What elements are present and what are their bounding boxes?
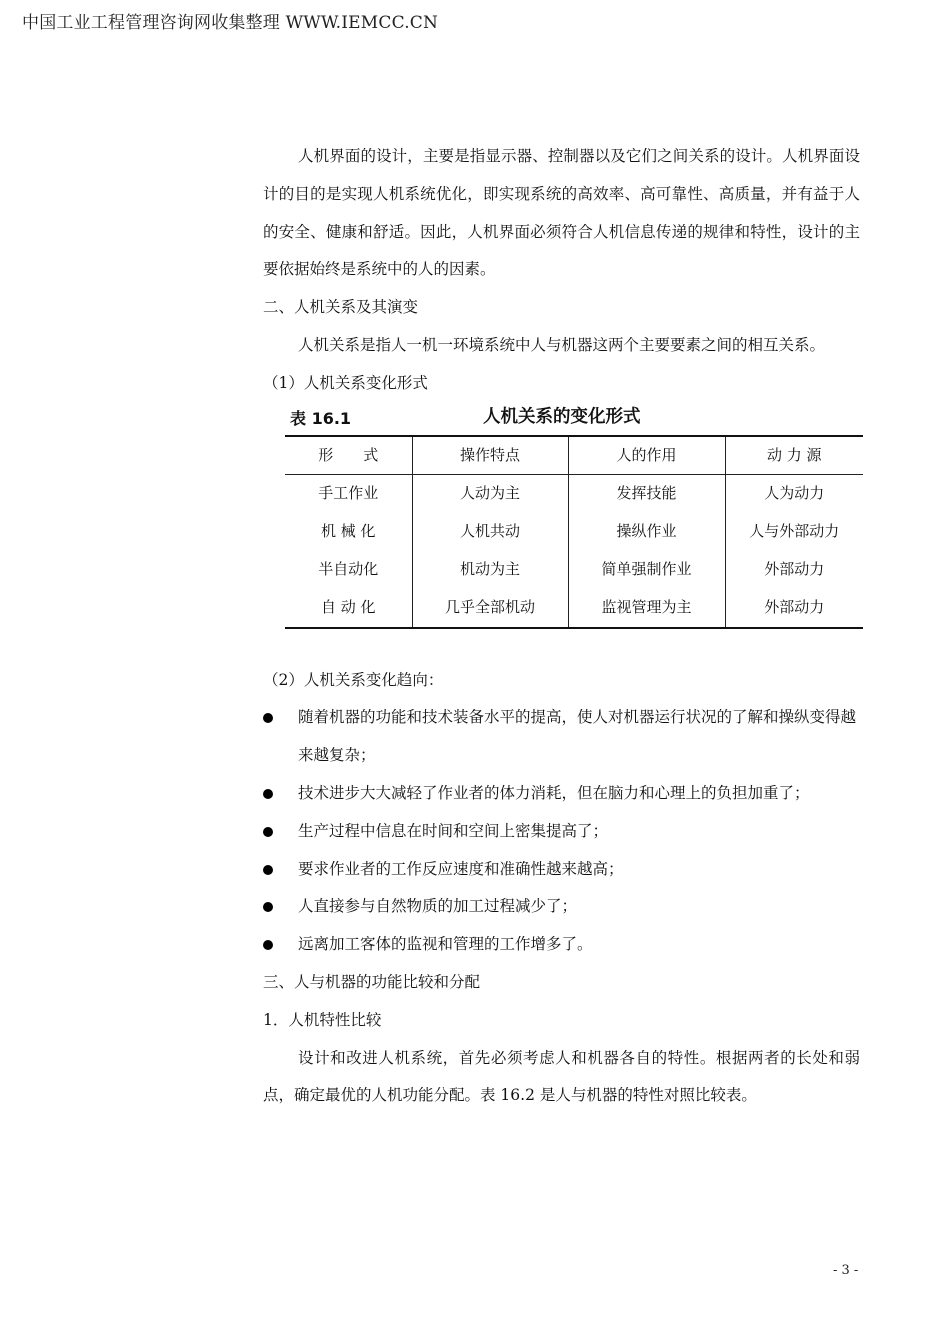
trend-bullet-list — [263, 699, 860, 964]
table-row — [285, 513, 863, 551]
table-row — [285, 475, 863, 513]
table-cell: 人与外部动力 — [725, 513, 863, 551]
table-row — [285, 551, 863, 589]
table-cell: 外部动力 — [725, 589, 863, 628]
relationship-table — [285, 435, 863, 629]
list-item — [263, 851, 860, 889]
table-header-cell: 人的作用 — [568, 436, 725, 475]
table-cell: 人为动力 — [725, 475, 863, 513]
table-row — [285, 589, 863, 628]
table-cell: 自 动 化 — [320, 597, 376, 616]
table-header-cell: 动 力 源 — [725, 436, 863, 475]
table-cell: 人动为主 — [412, 475, 568, 513]
bullet-icon — [263, 865, 273, 875]
table-cell: 外部动力 — [725, 551, 863, 589]
list-item-text: 要求作业者的工作反应速度和准确性越来越高； — [298, 859, 624, 878]
section-2-paragraph: 人机关系是指人一机一环境系统中人与机器这两个主要要素之间的相互关系。 — [298, 335, 826, 354]
intro-paragraph: 人机界面的设计，主要是指显示器、控制器以及它们之间关系的设计。人机界面设计的目的是实现人机系统优化，即实现系统的高效率、高可靠性、高质量，并有益于人的安全、健康和舒适。因此，人机界面必须符合人机信息传递的规律和特性，设计的主要依据始终是系统中的人的因素。 — [263, 147, 860, 279]
list-item — [263, 699, 860, 775]
table-16-1 — [263, 406, 860, 662]
bullet-icon — [263, 789, 273, 799]
section-3-paragraph: 设计和改进人机系统，首先必须考虑人和机器各自的特性。根据两者的长处和弱点，确定最优的人机功能分配。表 16.2 是人与机器的特性对照比较表。 — [263, 1048, 860, 1105]
list-item-text: 生产过程中信息在时间和空间上密集提高了； — [298, 821, 609, 840]
table-cell: 半自动化 — [318, 559, 379, 578]
subsection-3-heading: 1．人机特性比较 — [263, 1010, 382, 1029]
bullet-icon — [263, 940, 273, 950]
list-item-text: 随着机器的功能和技术装备水平的提高，使人对机器运行状况的了解和操纵变得越来越复杂； — [298, 708, 857, 765]
table-header-cell: 形 式 — [318, 445, 379, 464]
table-cell: 简单强制作业 — [568, 551, 725, 589]
list-item — [263, 926, 860, 964]
table-caption-title: 人机关系的变化形式 — [483, 406, 641, 427]
table-cell: 机动为主 — [412, 551, 568, 589]
table-cell: 发挥技能 — [568, 475, 725, 513]
table-header-row — [285, 436, 863, 475]
table-cell: 人机共动 — [412, 513, 568, 551]
list-item — [263, 888, 860, 926]
page-number: - 3 - — [833, 1263, 859, 1278]
table-header-cell: 操作特点 — [412, 436, 568, 475]
list-item-text: 人直接参与自然物质的加工过程减少了； — [298, 897, 578, 916]
section-2-heading: 二、人机关系及其演变 — [263, 298, 419, 317]
list-item-text: 技术进步大大减轻了作业者的体力消耗，但在脑力和心理上的负担加重了； — [298, 783, 810, 802]
table-cell: 机 械 化 — [320, 522, 376, 541]
table-caption — [263, 406, 860, 434]
subsection-1-heading: （1）人机关系变化形式 — [263, 373, 428, 392]
table-cell: 几乎全部机动 — [412, 589, 568, 628]
bullet-icon — [263, 827, 273, 837]
page-content — [263, 138, 860, 1115]
table-cell: 手工作业 — [318, 484, 379, 503]
section-3-heading: 三、人与机器的功能比较和分配 — [263, 972, 481, 991]
list-item-text: 远离加工客体的监视和管理的工作增多了。 — [298, 935, 593, 954]
bullet-icon — [263, 902, 273, 912]
table-cell: 监视管理为主 — [568, 589, 725, 628]
table-caption-number: 表 16.1 — [290, 408, 352, 428]
list-item — [263, 813, 860, 851]
table-cell: 操纵作业 — [568, 513, 725, 551]
document-header: 中国工业工程管理咨询网收集整理 WWW.IEMCC.CN — [22, 13, 439, 33]
subsection-2-heading: （2）人机关系变化趋向： — [263, 670, 444, 689]
bullet-icon — [263, 713, 273, 723]
list-item — [263, 775, 860, 813]
